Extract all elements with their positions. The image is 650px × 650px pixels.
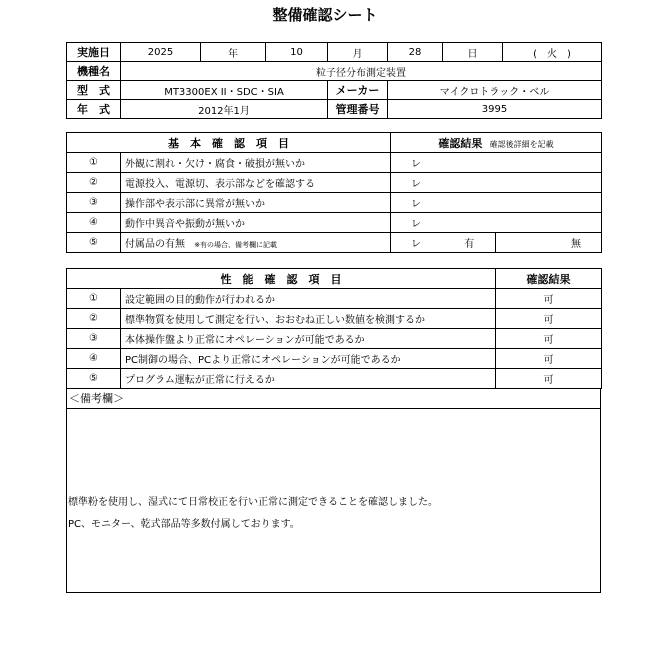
month-unit: 月 xyxy=(328,43,388,62)
page-title: 整備確認シート xyxy=(272,6,378,24)
date-label: 実施日 xyxy=(67,43,121,62)
table-row xyxy=(67,233,602,253)
performance-result-header: 確認結果 xyxy=(496,269,602,289)
table-row xyxy=(67,193,602,213)
day-unit: 日 xyxy=(443,43,503,62)
table-row xyxy=(67,173,602,193)
table-row xyxy=(67,309,602,329)
basic-result-header xyxy=(391,133,602,153)
model-value: 粒子径分布測定装置 xyxy=(121,62,602,81)
row-result: 可 xyxy=(496,289,602,309)
check-mark: レ xyxy=(411,239,421,250)
row-text: 外観に割れ・欠け・腐食・破損が無いか xyxy=(121,153,391,173)
row-number: ① xyxy=(67,289,121,309)
info-table xyxy=(66,42,602,119)
row-number: ① xyxy=(67,153,121,173)
table-row xyxy=(67,369,602,389)
maker-value: マイクロトラック・ベル xyxy=(388,81,602,100)
row-text: 電源投入、電源切、表示部などを確認する xyxy=(121,173,391,193)
type-value: MT3300EX II・SDC・SIA xyxy=(121,81,328,100)
row-check: レ xyxy=(391,193,602,213)
row-check-no xyxy=(496,233,602,253)
yes-label: 有 xyxy=(464,239,475,250)
row-result: 可 xyxy=(496,369,602,389)
row-number: ④ xyxy=(67,349,121,369)
row-result: 可 xyxy=(496,309,602,329)
basic-check-table xyxy=(66,132,602,253)
table-row xyxy=(67,329,602,349)
basic-result-note: 確認後詳細を記載 xyxy=(489,139,554,149)
row-text: PC制御の場合、PCより正常にオペレーションが可能であるか xyxy=(121,349,496,369)
row-text: 本体操作盤より正常にオペレーションが可能であるか xyxy=(121,329,496,349)
model-label: 機種名 xyxy=(67,62,121,81)
weekday-value: ( 火 ) xyxy=(503,43,602,62)
row-text-accessories xyxy=(121,233,391,253)
row-check: レ xyxy=(391,173,602,193)
row-result: 可 xyxy=(496,349,602,369)
table-row xyxy=(67,349,602,369)
month-value: 10 xyxy=(266,43,328,62)
type-label: 型 式 xyxy=(67,81,121,100)
row-number: ⑤ xyxy=(67,369,121,389)
performance-check-table xyxy=(66,268,602,389)
row-check-yes xyxy=(391,233,496,253)
maker-label: メーカー xyxy=(328,81,388,100)
row-text: 動作中異音や振動が無いか xyxy=(121,213,391,233)
performance-header: 性 能 確 認 項 目 xyxy=(67,269,496,289)
row-check: レ xyxy=(391,153,602,173)
accessories-label: 付属品の有無 xyxy=(125,239,185,250)
remarks-line-2: PC、モニター、乾式部品等多数付属しております。 xyxy=(68,519,300,530)
row-number: ② xyxy=(67,173,121,193)
row-number: ③ xyxy=(67,193,121,213)
row-text: 標準物質を使用して測定を行い、おおむね正しい数値を検測するか xyxy=(121,309,496,329)
year-unit: 年 xyxy=(201,43,266,62)
row-number: ② xyxy=(67,309,121,329)
table-row xyxy=(67,289,602,309)
basic-header: 基 本 確 認 項 目 xyxy=(67,133,391,153)
mgmt-label: 管理番号 xyxy=(328,100,388,119)
year-model-value: 2012年1月 xyxy=(121,100,328,119)
table-row xyxy=(67,153,602,173)
basic-result-label: 確認結果 xyxy=(438,136,483,150)
mgmt-value: 3995 xyxy=(388,100,602,119)
year-value: 2025 xyxy=(121,43,201,62)
no-label: 無 xyxy=(571,239,581,250)
row-text: 操作部や表示部に異常が無いか xyxy=(121,193,391,213)
row-text: 設定範囲の目的動作が行われるか xyxy=(121,289,496,309)
row-number: ③ xyxy=(67,329,121,349)
row-result: 可 xyxy=(496,329,602,349)
row-number: ⑤ xyxy=(67,233,121,253)
row-check: レ xyxy=(391,213,602,233)
table-row xyxy=(67,213,602,233)
row-number: ④ xyxy=(67,213,121,233)
year-model-label: 年 式 xyxy=(67,100,121,119)
day-value: 28 xyxy=(388,43,443,62)
row-text: プログラム運転が正常に行えるか xyxy=(121,369,496,389)
accessories-note: ※有の場合、備考欄に記載 xyxy=(194,241,278,249)
remarks-line-1: 標準粉を使用し、湿式にて日常校正を行い正常に測定できることを確認しました。 xyxy=(68,497,438,508)
remarks-header: ＜備考欄＞ xyxy=(66,388,601,409)
